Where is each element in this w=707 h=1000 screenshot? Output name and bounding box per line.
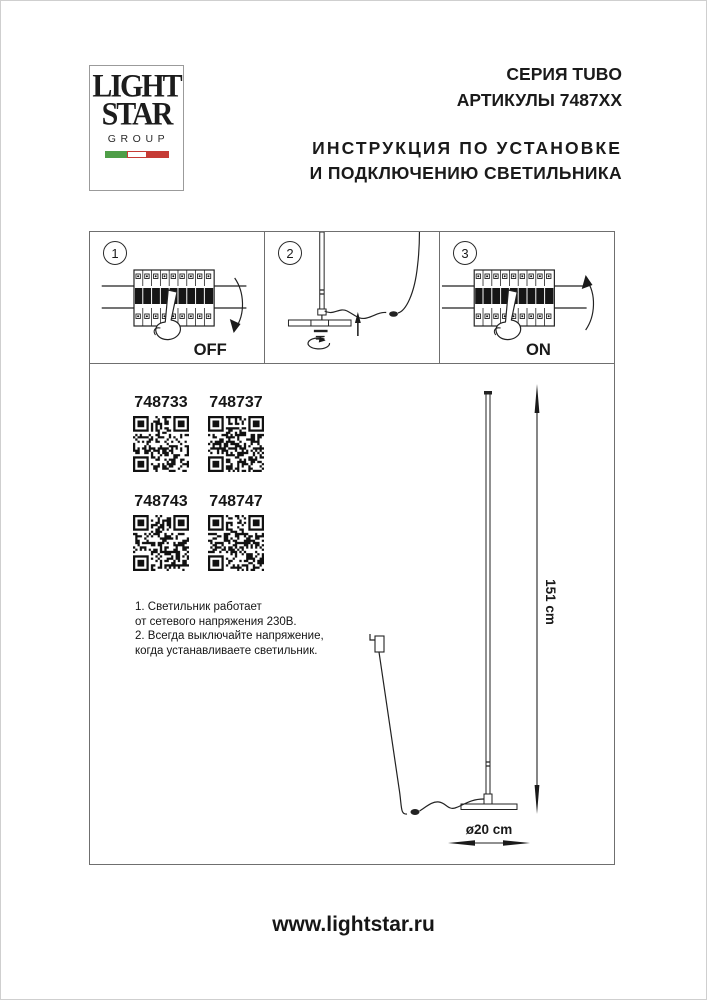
article-number: 748747 [209, 493, 263, 510]
qr-item [208, 394, 264, 472]
qr-code-image [208, 515, 264, 571]
note-line: 2. Всегда выключайте напряжение, [135, 630, 324, 643]
safety-notes [135, 600, 324, 658]
header-titles [310, 61, 622, 186]
qr-code-image [208, 416, 264, 472]
note-line: когда устанавливаете светильник. [135, 644, 318, 657]
floor-lamp-diagram [358, 370, 614, 862]
pole-base-joint [484, 794, 492, 804]
qr-item [208, 493, 264, 571]
qr-code-image [133, 416, 189, 472]
series-title: СЕРИЯ TUBO [506, 64, 622, 84]
lamp-base-plate [461, 804, 517, 810]
note-line: от сетевого напряжения 230В. [135, 615, 297, 628]
step-panel-1 [90, 232, 264, 363]
article-number: 748733 [134, 394, 188, 411]
manual-diagram-box [89, 231, 615, 865]
website-url: www.lightstar.ru [272, 913, 435, 936]
instruction-title-line2: И ПОДКЛЮЧЕНИЮ СВЕТИЛЬНИКА [309, 163, 622, 183]
diameter-dimension-label: ø20 cm [465, 822, 513, 837]
qr-item [133, 493, 189, 571]
article-number: 748743 [134, 493, 188, 510]
note-line: 1. Светильник работает [135, 601, 262, 613]
lamp-pole [486, 394, 490, 794]
height-dimension-label: 151 cm [543, 579, 558, 625]
logo-word-group: GROUP [107, 132, 170, 145]
on-label: ON [526, 339, 551, 360]
step-number-badge: 3 [453, 241, 477, 265]
step-panel-2 [264, 232, 439, 363]
step-panels-row [90, 232, 614, 364]
logo-word-star: STAR [101, 96, 172, 133]
qr-code-image [133, 515, 189, 571]
articles-title: АРТИКУЛЫ 7487XX [456, 90, 622, 110]
step-panel-3 [439, 232, 614, 363]
instruction-title-line1: ИНСТРУКЦИЯ ПО УСТАНОВКЕ [312, 138, 622, 158]
italian-flag-icon [105, 151, 169, 158]
qr-item [133, 394, 189, 472]
lightstar-logo [89, 65, 184, 191]
off-label: OFF [193, 339, 227, 360]
qr-code-grid [133, 394, 264, 571]
step-number-badge: 2 [278, 241, 302, 265]
article-number: 748737 [209, 394, 263, 411]
power-cable [379, 652, 407, 814]
cable-switch [411, 809, 420, 815]
step-number-badge: 1 [103, 241, 127, 265]
power-plug [375, 636, 384, 652]
logo-word-light: LIGHT [92, 68, 181, 105]
